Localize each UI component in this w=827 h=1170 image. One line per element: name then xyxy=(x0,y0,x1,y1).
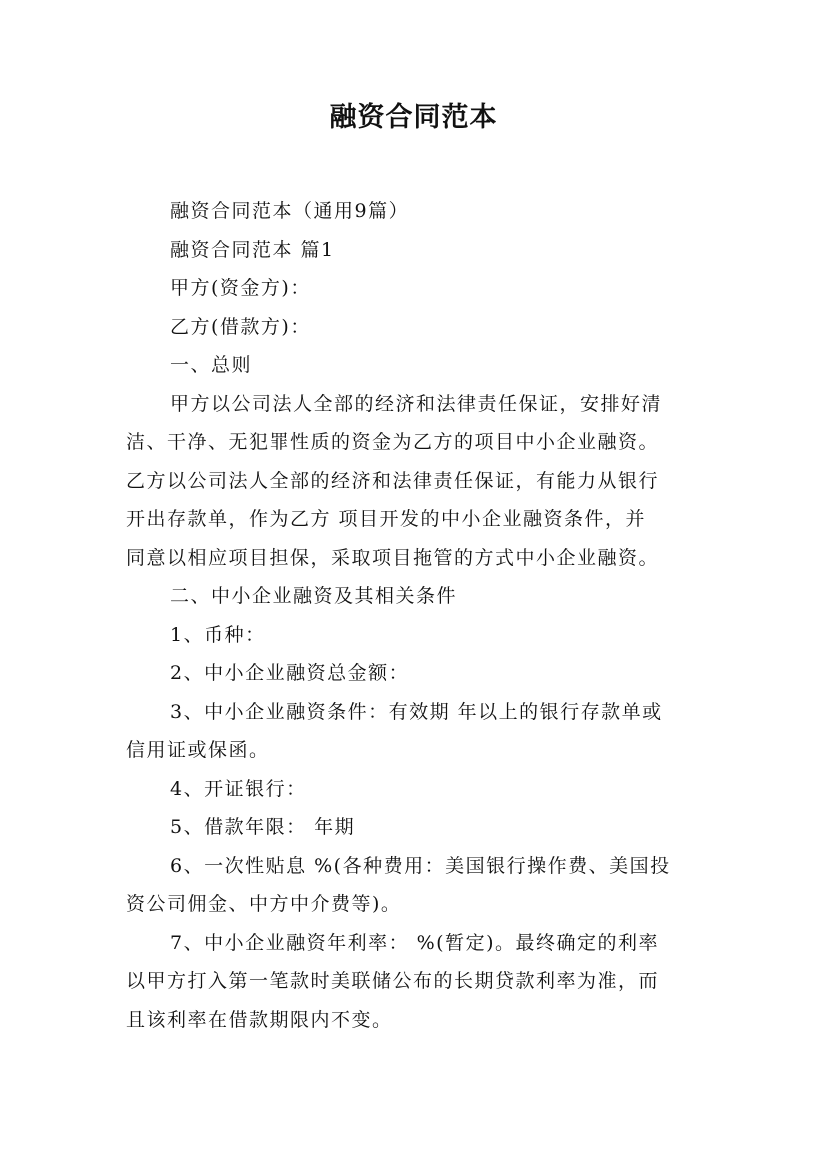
paragraph-line: 1、币种： xyxy=(170,623,266,646)
paragraph-line: 4、开证银行： xyxy=(170,777,307,800)
paragraph-line: 2、中小企业融资总金额： xyxy=(170,662,410,684)
paragraph-line: 信用证或保函。 xyxy=(126,739,270,761)
paragraph-line: 3、中小企业融资条件：有效期 年以上的银行存款单或 xyxy=(170,700,663,723)
paragraph-line: 甲方以公司法人全部的经济和法律责任保证，安排好清 xyxy=(170,392,663,415)
paragraph-line: 乙方(借款方)： xyxy=(170,315,311,338)
paragraph-line: 6、一次性贴息 %(各种费用：美国银行操作费、美国投 xyxy=(170,854,671,877)
paragraph-line: 甲方(资金方)： xyxy=(170,277,311,299)
paragraph-line: 融资合同范本（通用9篇） xyxy=(170,200,410,222)
paragraph-line: 乙方以公司法人全部的经济和法律责任保证，有能力从银行 xyxy=(126,469,660,492)
paragraph-line: 同意以相应项目担保，采取项目拖管的方式中小企业融资。 xyxy=(126,546,660,569)
paragraph-line: 洁、干净、无犯罪性质的资金为乙方的项目中小企业融资。 xyxy=(126,431,660,453)
section-heading: 二、中小企业融资及其相关条件 xyxy=(170,585,458,607)
document-body xyxy=(126,192,706,1039)
document-title: 融资合同范本 xyxy=(329,102,498,133)
paragraph-line: 5、借款年限： 年期 xyxy=(170,816,356,838)
paragraph-line: 融资合同范本 篇1 xyxy=(170,238,335,261)
paragraph-line: 7、中小企业融资年利率： %(暂定)。最终确定的利率 xyxy=(170,931,660,954)
paragraph-line: 资公司佣金、中方中介费等)。 xyxy=(126,893,402,915)
section-heading: 一、总则 xyxy=(170,354,253,376)
paragraph-line: 开出存款单，作为乙方 项目开发的中小企业融资条件，并 xyxy=(126,508,647,530)
paragraph-line: 以甲方打入第一笔款时美联储公布的长期贷款利率为准，而 xyxy=(126,970,660,992)
paragraph-line: 且该利率在借款期限内不变。 xyxy=(126,1008,393,1031)
